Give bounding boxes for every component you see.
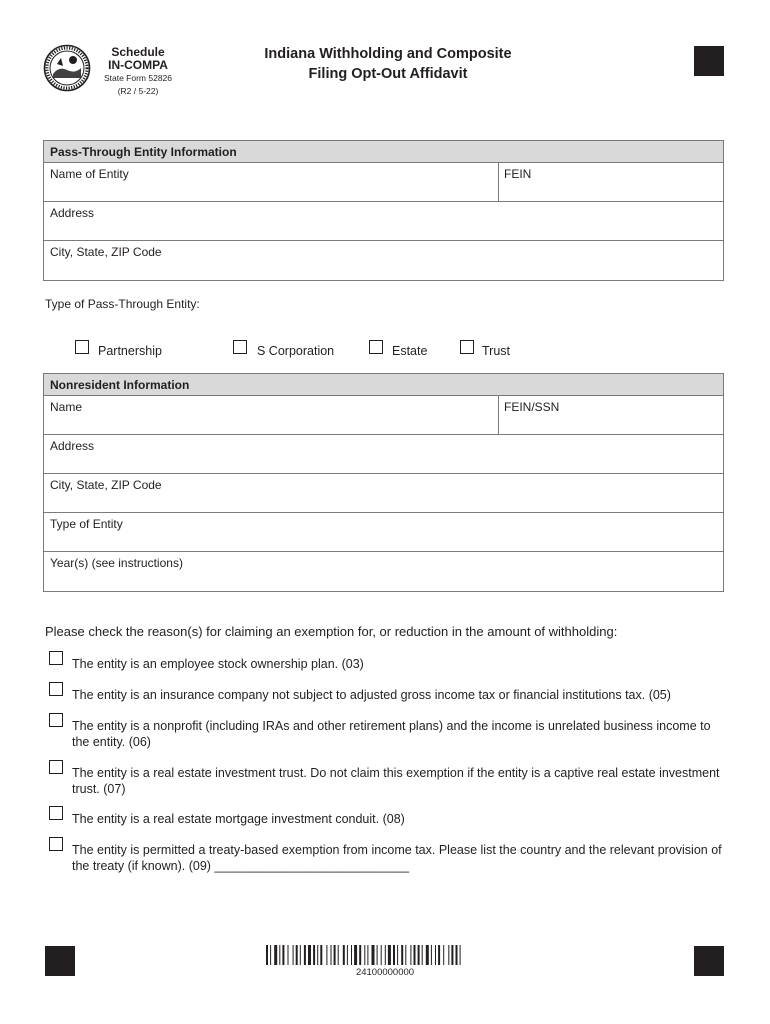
reasons-intro: Please check the reason(s) for claiming an exemption for, or reduction in the amount of withholding:	[45, 624, 618, 639]
nonresident-type-label: Type of Entity	[50, 517, 123, 531]
nonresident-years-field[interactable]	[44, 552, 723, 591]
trust-checkbox[interactable]	[460, 340, 474, 354]
entity-section-heading: Pass-Through Entity Information	[44, 141, 723, 163]
estate-label: Estate	[392, 344, 428, 358]
entity-fein-label: FEIN	[504, 167, 532, 181]
column-divider	[498, 163, 499, 201]
barcode	[266, 945, 504, 965]
partnership-label: Partnership	[98, 344, 162, 358]
schedule-block	[98, 46, 178, 98]
nonresident-address-label: Address	[50, 439, 95, 453]
entity-name-label: Name of Entity	[50, 167, 129, 181]
reason-09-checkbox[interactable]	[49, 837, 63, 851]
reason-06-text: The entity is a nonprofit (including IRAs and other retirement plans) and the income is unrelated business income to the entity. (06)	[72, 719, 711, 749]
form-title	[228, 44, 548, 84]
form-revision: (R2 / 5-22)	[117, 86, 159, 96]
nonresident-city-field[interactable]	[44, 474, 723, 513]
state-seal-icon	[43, 44, 91, 92]
entity-city-label: City, State, ZIP Code	[50, 245, 162, 259]
trust-label: Trust	[482, 344, 511, 358]
reason-05-checkbox[interactable]	[49, 682, 63, 696]
reason-03-text: The entity is an employee stock ownership plan. (03)	[72, 657, 364, 671]
reason-06-checkbox[interactable]	[49, 713, 63, 727]
entity-city-field[interactable]	[44, 241, 723, 280]
title-line-1: Indiana Withholding and Composite	[264, 46, 512, 62]
reason-05-text: The entity is an insurance company not subject to adjusted gross income tax or financial institutions tax. (05)	[72, 688, 671, 702]
reason-03-checkbox[interactable]	[49, 651, 63, 665]
nonresident-city-label: City, State, ZIP Code	[50, 478, 162, 492]
nonresident-years-label: Year(s) (see instructions)	[50, 556, 183, 570]
nonresident-address-field[interactable]	[44, 435, 723, 474]
estate-checkbox[interactable]	[369, 340, 383, 354]
reason-08-checkbox[interactable]	[49, 806, 63, 820]
s-corporation-label: S Corporation	[257, 344, 335, 358]
entity-address-field[interactable]	[44, 202, 723, 241]
reason-07-text: The entity is a real estate investment trust. Do not claim this exemption if the entity is a captive real estate investment trust. (07)	[72, 766, 720, 796]
partnership-checkbox[interactable]	[75, 340, 89, 354]
reason-07-checkbox[interactable]	[49, 760, 63, 774]
barcode-number: 24100000000	[355, 967, 415, 978]
title-line-2: Filing Opt-Out Affidavit	[308, 66, 468, 82]
registration-square-icon	[45, 946, 75, 976]
entity-type-label: Type of Pass-Through Entity:	[45, 297, 200, 311]
reason-09-text: The entity is permitted a treaty-based exemption from income tax. Please list the country and the relevant provision of the treaty (if known). (09) ____________________________	[72, 843, 722, 873]
reason-08-text: The entity is a real estate mortgage investment conduit. (08)	[72, 812, 405, 826]
column-divider	[498, 396, 499, 434]
entity-address-label: Address	[50, 206, 95, 220]
entity-info-section	[43, 140, 724, 281]
nonresident-info-section	[43, 373, 724, 592]
registration-square-icon	[694, 946, 724, 976]
schedule-label: Schedule	[111, 45, 165, 59]
state-form-number: State Form 52826	[103, 73, 173, 83]
nonresident-name-label: Name	[50, 400, 83, 414]
entity-name-row[interactable]	[44, 163, 723, 202]
nonresident-name-row[interactable]	[44, 396, 723, 435]
schedule-code: IN-COMPA	[108, 58, 168, 72]
registration-square-icon	[694, 46, 724, 76]
nonresident-section-heading: Nonresident Information	[44, 374, 723, 396]
nonresident-fein-ssn-label: FEIN/SSN	[504, 400, 560, 414]
nonresident-type-field[interactable]	[44, 513, 723, 552]
s-corporation-checkbox[interactable]	[233, 340, 247, 354]
